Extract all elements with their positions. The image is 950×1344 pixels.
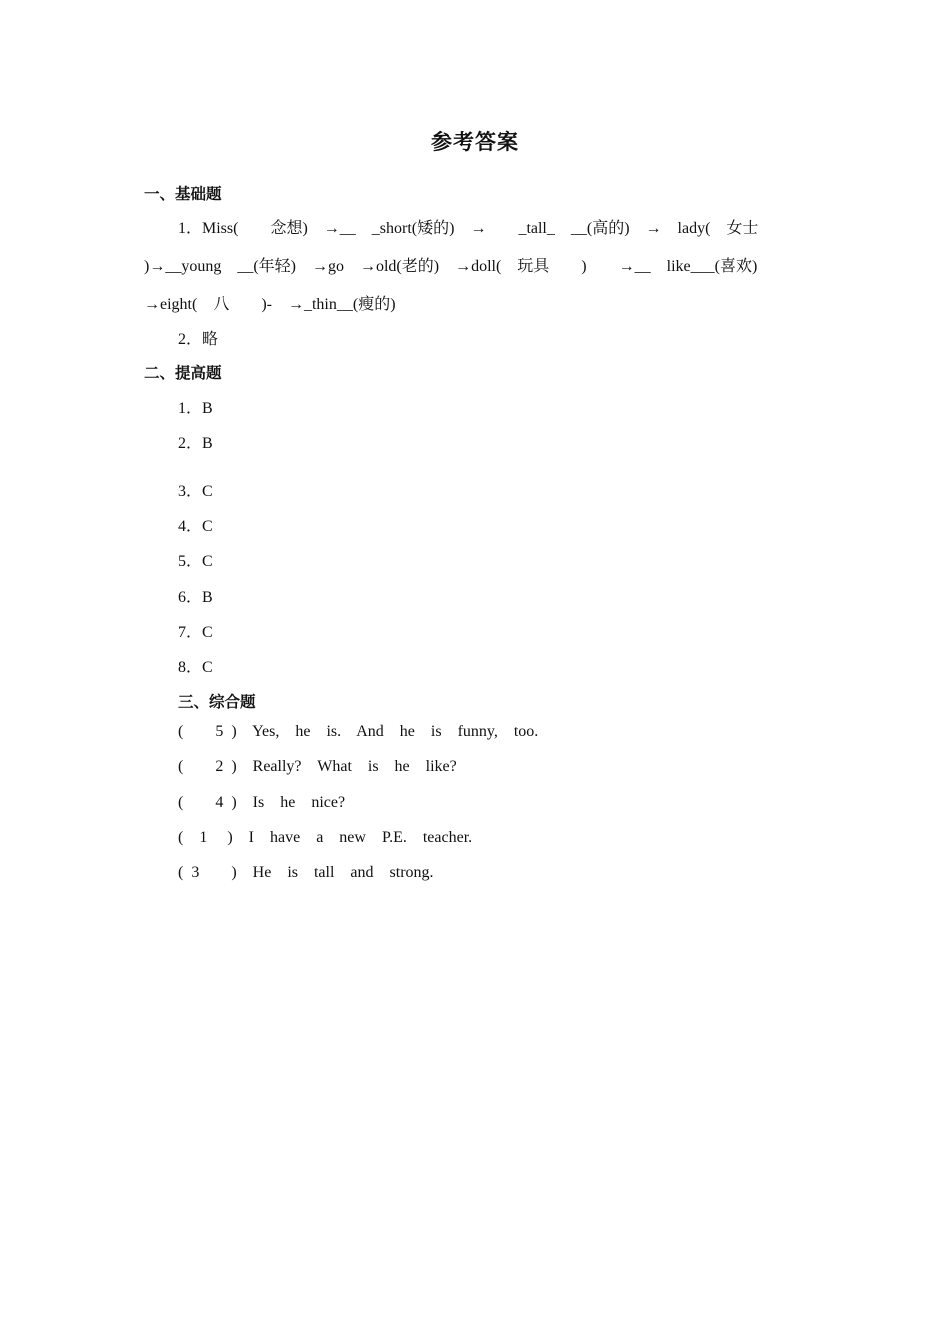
dialogue-line: ( 5 ) Yes, he is. And he is funny, too. <box>178 723 539 740</box>
dialogue-line: ( 3 ) He is tall and strong. <box>178 864 434 881</box>
q1-line-1: 1．Miss( 念想) →__ _short(矮的) → _tall_ __(高的) → lady( 女士 <box>178 220 759 237</box>
section-basic-heading: 一、基础题 <box>144 185 222 203</box>
answer-item: 5．C <box>178 553 213 570</box>
section-advanced-heading: 二、提高题 <box>144 364 222 382</box>
answer-item: 4．C <box>178 518 213 535</box>
dialogue-line: ( 2 ) Really? What is he like? <box>178 758 457 775</box>
answer-item: 7．C <box>178 624 213 641</box>
dialogue-line: ( 1 ) I have a new P.E. teacher. <box>178 829 473 846</box>
section-comprehensive-heading: 三、综合题 <box>178 693 256 711</box>
answer-item: 8．C <box>178 659 213 676</box>
q1-line-2: )→__young __(年轻) →go →old(老的) →doll( 玩具 ) →__ like___(喜欢) <box>144 258 758 275</box>
dialogue-line: ( 4 ) Is he nice? <box>178 794 346 811</box>
q1-line-3: →eight( 八 )- →_thin__(瘦的) <box>144 296 396 313</box>
answer-item: 1．B <box>178 400 213 417</box>
answer-item: 3．C <box>178 483 213 500</box>
q2-answer: 2．略 <box>178 331 219 348</box>
page-title: 参考答案 <box>431 130 519 154</box>
answer-item: 6．B <box>178 589 213 606</box>
answer-item: 2．B <box>178 435 213 452</box>
